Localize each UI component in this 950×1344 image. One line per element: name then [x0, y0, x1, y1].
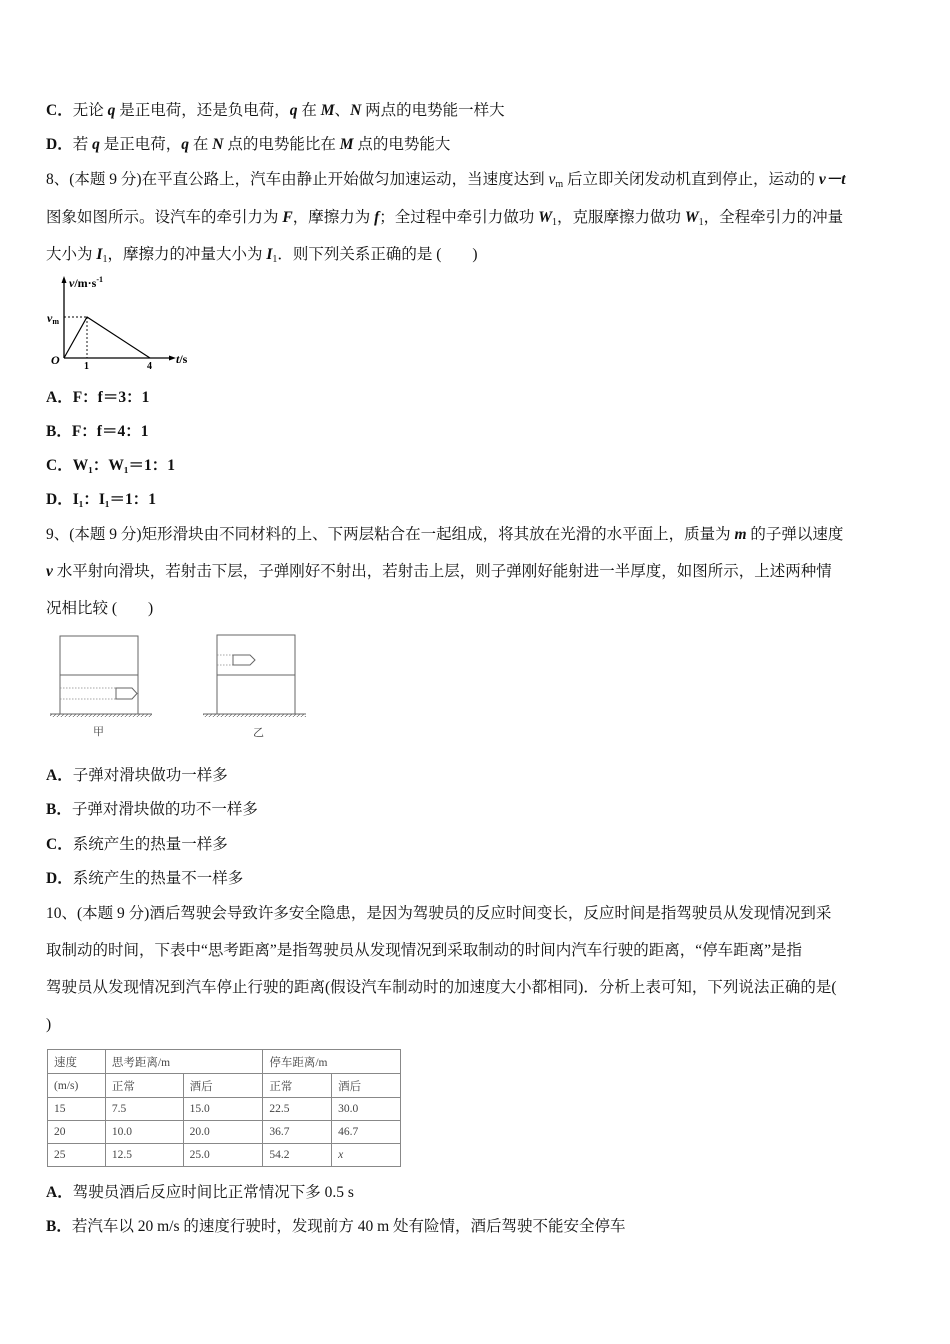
q8-stem-line-3: 大小为 $I_1$，摩擦力的冲量大小为 $I_1$．则下列关系正确的是 ( )	[46, 246, 478, 265]
question-score: (本题 9 分)	[77, 905, 150, 922]
q8-option-a: A．F：f＝3：1	[46, 389, 150, 406]
q10-stem-line-2: 取制动的时间，下表中“思考距离”是指驾驶员从发现情况到采取制动的时间内汽车行驶的距离，“停车距离”是指	[46, 942, 803, 959]
q9-option-b: B．子弹对滑块做的功不一样多	[46, 801, 258, 818]
table-row: 20 10.0 20.0 36.7 46.7	[48, 1121, 401, 1144]
q8-option-c: C．W₁：W₁＝1：1	[46, 457, 175, 474]
q8-option-d: D．I₁：I₁＝1：1	[46, 491, 157, 508]
option-label: B．	[46, 1218, 72, 1235]
diagram-yi	[203, 635, 306, 739]
distance-table	[47, 1049, 401, 1167]
q9-option-a: A．子弹对滑块做功一样多	[46, 767, 228, 784]
question-number: 9、	[46, 526, 70, 543]
header-speed-unit: (m/s)	[48, 1074, 106, 1098]
tick-label-1: 1	[84, 361, 89, 372]
question-number: 8、	[46, 171, 70, 188]
y-axis-label: $v/m\cdot s^{-1}$	[69, 275, 104, 290]
label-yi: 乙	[253, 726, 264, 739]
q9-stem-line-3: 况相比较 ( )	[46, 600, 154, 617]
q9-stem-line-1: 9、(本题 9 分)矩形滑块由不同材料的上、下两层粘合在一起组成，将其放在光滑的水平面上，质量为 m 的子弹以速度	[46, 526, 844, 543]
q9-option-c: C．系统产生的热量一样多	[46, 836, 228, 853]
option-label: D．	[46, 136, 73, 153]
vm-label: vm	[47, 311, 59, 326]
option-label: C．	[46, 836, 73, 853]
q10-option-b: B．若汽车以 20 m/s 的速度行驶时，发现前方 40 m 处有险情，酒后驾驶不能安全停车	[46, 1218, 626, 1235]
question-number: 10、	[46, 905, 78, 922]
q7-option-d: D．若 q 是正电荷，q 在 N 点的电势能比在 M 点的电势能大	[46, 136, 451, 153]
option-label: A．	[46, 389, 73, 406]
option-label: D．	[46, 491, 73, 508]
option-label: B．	[46, 423, 72, 440]
header-think-distance: 思考距离/m	[105, 1050, 262, 1074]
question-score: (本题 9 分)	[69, 526, 142, 543]
q7-option-c: C．无论 q 是正电荷，还是负电荷，q 在 M、N 两点的电势能一样大	[46, 102, 505, 119]
header-stop-distance: 停车距离/m	[263, 1050, 401, 1074]
q9-option-d: D．系统产生的热量不一样多	[46, 870, 244, 887]
q9-stem-line-2: v 水平射向滑块，若射击下层，子弹刚好不射出，若射击上层，则子弹刚好能射进一半厚度，如图所示，上述两种情	[46, 563, 832, 580]
q10-stem-line-1: 10、(本题 9 分)酒后驾驶会导致许多安全隐患，是因为驾驶员的反应时间变长，反应时间是指驾驶员从发现情况到采	[46, 905, 832, 922]
origin-label: O	[51, 353, 60, 367]
header-think-normal: 正常	[105, 1074, 183, 1098]
q8-option-b: B．F：f＝4：1	[46, 423, 149, 440]
option-label: B．	[46, 801, 72, 818]
option-label: A．	[46, 767, 73, 784]
velocity-time-graph	[44, 272, 194, 372]
option-label: A．	[46, 1184, 73, 1201]
q10-stem-line-3: 驾驶员从发现情况到汽车停止行驶的距离(假设汽车制动时的加速度大小都相同)．分析上表可知，下列说法正确的是(	[46, 979, 837, 996]
q10-stem-line-4: )	[46, 1016, 52, 1033]
table-row: 25 12.5 25.0 54.2 x	[48, 1144, 401, 1167]
option-label: C．	[46, 457, 73, 474]
option-label: D．	[46, 870, 73, 887]
diagram-jia	[50, 636, 152, 738]
header-stop-normal: 正常	[263, 1074, 332, 1098]
question-score: (本题 9 分)	[69, 171, 142, 188]
header-speed: 速度	[48, 1050, 106, 1074]
table-row: 15 7.5 15.0 22.5 30.0	[48, 1098, 401, 1121]
option-label: C．	[46, 102, 73, 119]
header-think-drunk: 酒后	[183, 1074, 263, 1098]
q10-option-a: A．驾驶员酒后反应时间比正常情况下多 0.5 s	[46, 1184, 354, 1201]
header-stop-drunk: 酒后	[332, 1074, 401, 1098]
tick-label-4: 4	[147, 361, 152, 372]
q8-stem-line-2: 图象如图所示。设汽车的牵引力为 F，摩擦力为 f；全过程中牵引力做功 $W_1$，克服摩擦力做功 $W_1$，全程牵引力的冲量	[46, 209, 844, 228]
bullet-block-diagram	[46, 632, 316, 742]
label-jia: 甲	[93, 725, 104, 738]
q8-stem-line-1: 8、(本题 9 分)在平直公路上，汽车由静止开始做匀加速运动，当速度达到 $v_m$ 后立即关闭发动机直到停止，运动的 v－t	[46, 171, 846, 190]
x-axis-label: t/s	[176, 352, 188, 366]
